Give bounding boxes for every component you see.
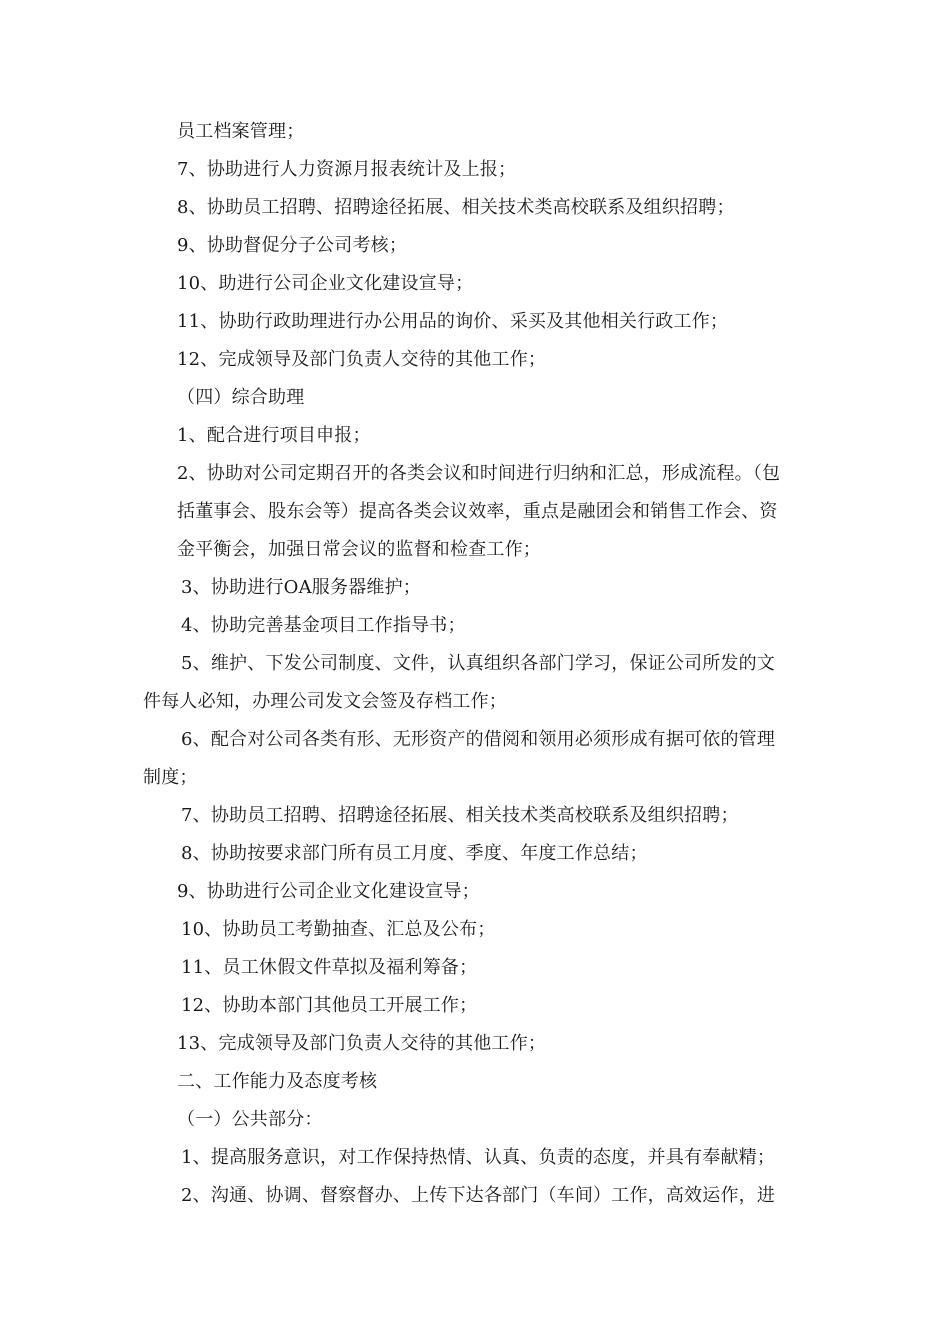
text-line: 3、协助进行OA服务器维护；	[181, 577, 422, 598]
section-heading: （一）公共部分：	[177, 1109, 323, 1130]
text-line: 7、协助进行人力资源月报表统计及上报；	[177, 159, 517, 180]
text-line: 2、沟通、协调、督察督办、上传下达各部门（车间）工作，高效运作，进	[181, 1185, 776, 1206]
text-line: 括董事会、股东会等）提高各类会议效率，重点是融团会和销售工作会、资	[177, 501, 778, 522]
text-line: 13、完成领导及部门负责人交待的其他工作；	[177, 1033, 547, 1054]
text-line: 11、员工休假文件草拟及福利筹备；	[181, 957, 478, 978]
text-line: 6、配合对公司各类有形、无形资产的借阅和领用必须形成有据可依的管理	[181, 729, 776, 750]
text-line: 5、维护、下发公司制度、文件，认真组织各部门学习，保证公司所发的文	[181, 653, 776, 674]
text-line: 员工档案管理；	[177, 121, 305, 142]
section-heading: 二、工作能力及态度考核	[177, 1071, 378, 1092]
text-line: 10、协助员工考勤抽查、汇总及公布；	[181, 919, 496, 940]
text-line: 9、协助进行公司企业文化建设宣导；	[177, 881, 480, 902]
text-line: 4、协助完善基金项目工作指导书；	[181, 615, 466, 636]
text-line: 7、协助员工招聘、招聘途径拓展、相关技术类高校联系及组织招聘；	[181, 805, 739, 826]
section-heading: （四）综合助理	[177, 387, 305, 408]
text-line: 1、提高服务意识，对工作保持热情、认真、负责的态度，并具有奉献精；	[181, 1147, 776, 1168]
text-line: 12、完成领导及部门负责人交待的其他工作；	[177, 349, 547, 370]
text-line: 10、助进行公司企业文化建设宣导；	[177, 273, 474, 294]
text-line: 11、协助行政助理进行办公用品的询价、采买及其他相关行政工作；	[177, 311, 729, 332]
text-line: 9、协助督促分子公司考核；	[177, 235, 408, 256]
text-line: 8、协助员工招聘、招聘途径拓展、相关技术类高校联系及组织招聘；	[177, 197, 735, 218]
text-line: 金平衡会，加强日常会议的监督和检查工作；	[177, 539, 541, 560]
text-line: 件每人必知，办理公司发文会签及存档工作；	[143, 691, 507, 712]
text-line: 制度；	[143, 767, 198, 788]
text-line: 8、协助按要求部门所有员工月度、季度、年度工作总结；	[181, 843, 648, 864]
text-line: 2、协助对公司定期召开的各类会议和时间进行归纳和汇总，形成流程。（包	[177, 463, 781, 484]
text-line: 12、协助本部门其他员工开展工作；	[181, 995, 478, 1016]
text-line: 1、配合进行项目申报；	[177, 425, 371, 446]
